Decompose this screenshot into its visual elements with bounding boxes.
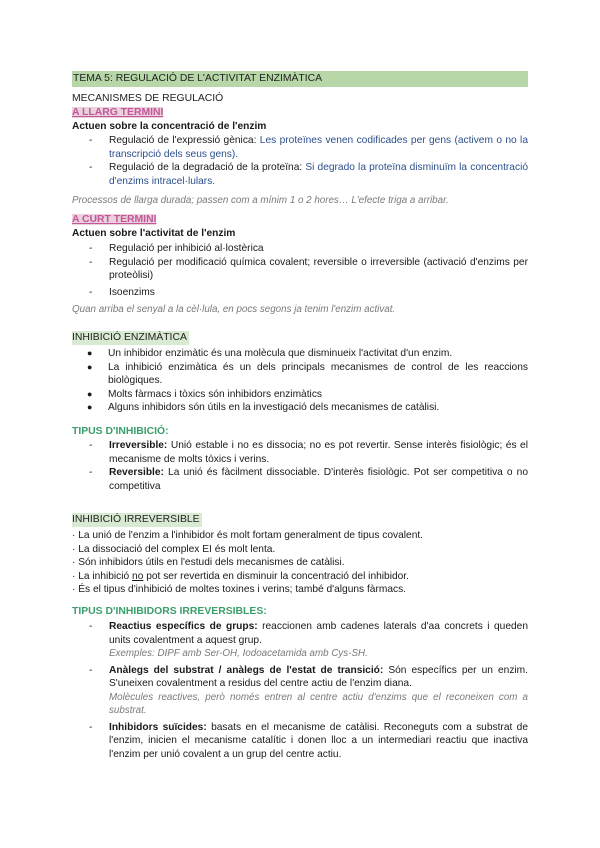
section-heading-irreversible: INHIBICIÓ IRREVERSIBLE	[72, 514, 200, 525]
section-irreversible	[72, 513, 528, 527]
list-item: - Regulació de l'expressió gènica: Les proteïnes venen codificades per gens (activem o no la transcripció dels seus gens).	[89, 135, 528, 160]
irreversible-line: · És el tipus d'inhibició de moltes toxines i verins; també d'alguns fàrmacs.	[72, 584, 407, 595]
list-item: - Regulació per modificació química covalent; reversible o irreversible (activació d'enzims per proteòlisi)	[89, 256, 528, 281]
llarg-note: Processos de llarga durada; passen com a mínim 1 o 2 hores… L'efecte triga a arribar.	[72, 195, 449, 206]
llarg-list	[72, 134, 528, 188]
curt-note: Quan arriba el senyal a la cèl·lula, en pocs segons ja tenim l'enzim activat.	[72, 304, 396, 315]
list-item: - Inhibidors suïcides: basats en el mecanisme de catàlisi. Reconeguts com a substrat de l'enzim, inicien el mecanisme catalític i donen lloc a un intermediari reactiu que inactiva l'enzim per unió covalent a un grup del centre actiu.	[89, 721, 528, 760]
irreversible-line: · La dissociació del complex EI és molt lenta.	[72, 543, 276, 555]
section-heading-mecanismes: MECANISMES DE REGULACIÓ	[72, 93, 224, 104]
llarg-subtitle: Actuen sobre la concentració de l'enzim	[72, 121, 267, 132]
llarg-termini-label: A LLARG TERMINI	[72, 107, 164, 118]
irreversible-line: · La inhibició no pot ser revertida en disminuir la concentració del inhibidor.	[72, 570, 409, 582]
subsection-curt-termini	[72, 213, 528, 227]
list-item: - Anàlegs del substrat / anàlegs de l'estat de transició: Són específics per un enzim. S'uneixen covalentment a residus del centre actiu de l'enzim diana. Molècules reactives, però només entren al centre actiu d'enzims que el reconeixen com a substrat.	[89, 664, 528, 716]
inhibicio-list	[72, 347, 528, 415]
list-item: ● La inhibició enzimàtica és un dels principals mecanismes de control de les reaccions biològiques.	[87, 361, 528, 386]
section-inhibicio	[72, 331, 528, 345]
irreversible-line: · Són inhibidors útils en l'estudi dels mecanismes de catàlisi.	[72, 557, 345, 568]
subsection-llarg-termini	[72, 106, 528, 120]
tipus-irrev-list	[72, 620, 528, 761]
irreversible-line: · La unió de l'enzim a l'inhibidor és molt fortam generalment de tipus covalent.	[72, 530, 424, 541]
list-item: - Isoenzims	[89, 286, 155, 298]
list-item: - Irreversible: Unió estable i no es dissocia; no es pot revertir. Sense interès fisiològic; és el mecanisme de molts tòxics i verins.	[89, 440, 528, 465]
list-item: ● Alguns inhibidors són útils en la investigació dels mecanismes de catàlisi.	[87, 402, 440, 413]
list-item: - Reactius específics de grups: reaccionen amb cadenes laterals d'aa concrets i queden units covalentment a aquest grup. Exemples: DIPF amb Ser-OH, Iodoacetamida amb Cys-SH.	[89, 621, 528, 659]
tipus-list	[72, 439, 528, 493]
document-title: TEMA 5: REGULACIÓ DE L'ACTIVITAT ENZIMÀTICA	[72, 71, 528, 87]
item-note: Molècules reactives, però només entren al centre actiu d'enzims que el reconeixen com a substrat.	[109, 691, 528, 716]
curt-termini-label: A CURT TERMINI	[72, 214, 157, 225]
list-item: ● Un inhibidor enzimàtic és una molècula que disminueix l'activitat d'un enzim.	[87, 348, 453, 359]
irreversible-lines	[72, 529, 528, 597]
curt-subtitle: Actuen sobre l'activitat de l'enzim	[72, 228, 236, 239]
item-note: Exemples: DIPF amb Ser-OH, Iodoacetamida amb Cys-SH.	[109, 648, 368, 659]
list-item: - Regulació per inhibició al·lostèrica	[89, 243, 264, 254]
list-item: - Reversible: La unió és fàcilment dissociable. D'interès fisiològic. Pot ser competitiva o no competitiva	[89, 467, 528, 492]
list-item: - Regulació de la degradació de la proteïna: Si degrado la proteïna disminuïm la concentració d'enzims intracel·lulars.	[89, 162, 528, 187]
section-heading-inhibicio: INHIBICIÓ ENZIMÀTICA	[72, 332, 187, 343]
curt-list	[72, 242, 528, 299]
section-heading-tipus: TIPUS D'INHIBICIÓ:	[72, 426, 169, 437]
section-heading-tipus-irrev: TIPUS D'INHIBIDORS IRREVERSIBLES:	[72, 606, 267, 617]
list-item: ● Molts fàrmacs i tòxics són inhibidors enzimàtics	[87, 388, 323, 400]
